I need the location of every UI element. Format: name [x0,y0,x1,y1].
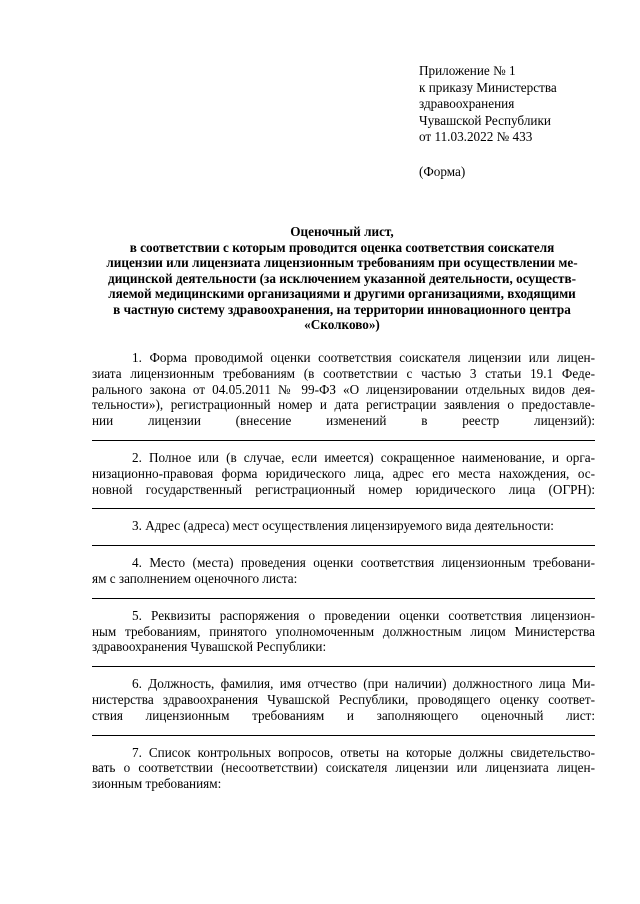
fill-in-line-4[interactable] [92,598,595,599]
form-item-3 [92,518,595,534]
form-item-5 [92,608,595,655]
annex-line: к приказу Министерства [419,79,557,95]
title-line: в соответствии с которым проводится оценка соответствия соискателя [129,239,555,255]
item-line: ям с заполнением оценочного листа: [92,570,298,586]
title-line: ляемой медицинскими организациями и другими организациями, входящими [108,286,576,301]
title-line: дицинской деятельности (за исключением указанной деятельности, осуществ- [108,270,576,286]
item-line: ствия лицензионным требованиям и заполняющего оценочный лист: [92,707,595,723]
item-line: зионным требованиям: [92,776,222,792]
title-line: Оценочный лист, [290,224,394,239]
item-line: 5. Реквизиты распоряжения о проведении оценки соответствия лицензион- [132,607,595,623]
item-line: зиата лицензионным требованиям (в соответствии с частью 3 статьи 19.1 Феде- [92,365,595,381]
title-line: «Сколково») [304,317,380,332]
item-line: 7. Список контрольных вопросов, ответы на которые должны свидетельство- [132,744,595,760]
title-line: лицензии или лицензиата лицензионным требованиям при осуществлении ме- [106,255,578,270]
item-line: вать о соответствии (несоответствии) соискателя лицензии или лицензиата лицен- [92,760,595,776]
fill-in-line-6[interactable] [92,735,595,736]
annex-line: Приложение № 1 [419,63,516,78]
annex-line: Чувашской Республики [419,112,551,128]
form-item-1 [92,350,595,429]
item-line: рального закона от 04.05.2011 № 99-ФЗ «О лицензировании отдельных видов дея- [92,381,595,397]
item-line: нии лицензии (внесение изменений в реестр лицензий): [92,413,595,429]
item-line: новной государственный регистрационный номер юридического лица (ОГРН): [92,481,595,497]
item-line: здравоохранения Чувашской Республики: [92,639,327,655]
annex-block [419,63,599,181]
fill-in-line-3[interactable] [92,545,595,546]
item-line: 6. Должность, фамилия, имя отчество (при наличии) должностного лица Ми- [132,676,595,692]
title-line: в частную систему здравоохранения, на территории инновационного центра [113,301,571,317]
item-line: ным требованиям, принятого уполномоченным должностным лицом Министерства [92,623,595,639]
form-item-7 [92,745,595,792]
item-line: низационно-правовая форма юридического лица, адрес его места нахождения, ос- [92,465,595,481]
form-item-4 [92,555,595,587]
form-body [92,350,595,792]
item-line: тельности»), регистрационный номер и дата регистрации заявления о предоставле- [92,397,595,413]
item-line: 4. Место (места) проведения оценки соответствия лицензионным требовани- [132,555,595,571]
form-label: (Форма) [419,163,466,179]
form-item-6 [92,676,595,723]
fill-in-line-2[interactable] [92,508,595,509]
item-line: нистерства здравоохранения Чувашской Республики, проводящего оценку соответ- [92,691,595,707]
fill-in-line-1[interactable] [92,440,595,441]
fill-in-line-5[interactable] [92,666,595,667]
annex-line: от 11.03.2022 № 433 [419,129,533,145]
annex-line: здравоохранения [419,96,515,112]
item-line: 2. Полное или (в случае, если имеется) сокращенное наименование, и орга- [132,449,595,465]
document-title [88,224,596,333]
item-line: 1. Форма проводимой оценки соответствия соискателя лицензии или лицен- [132,350,595,365]
form-item-2 [92,450,595,497]
item-line: 3. Адрес (адреса) мест осуществления лицензируемого вида деятельности: [132,518,554,534]
